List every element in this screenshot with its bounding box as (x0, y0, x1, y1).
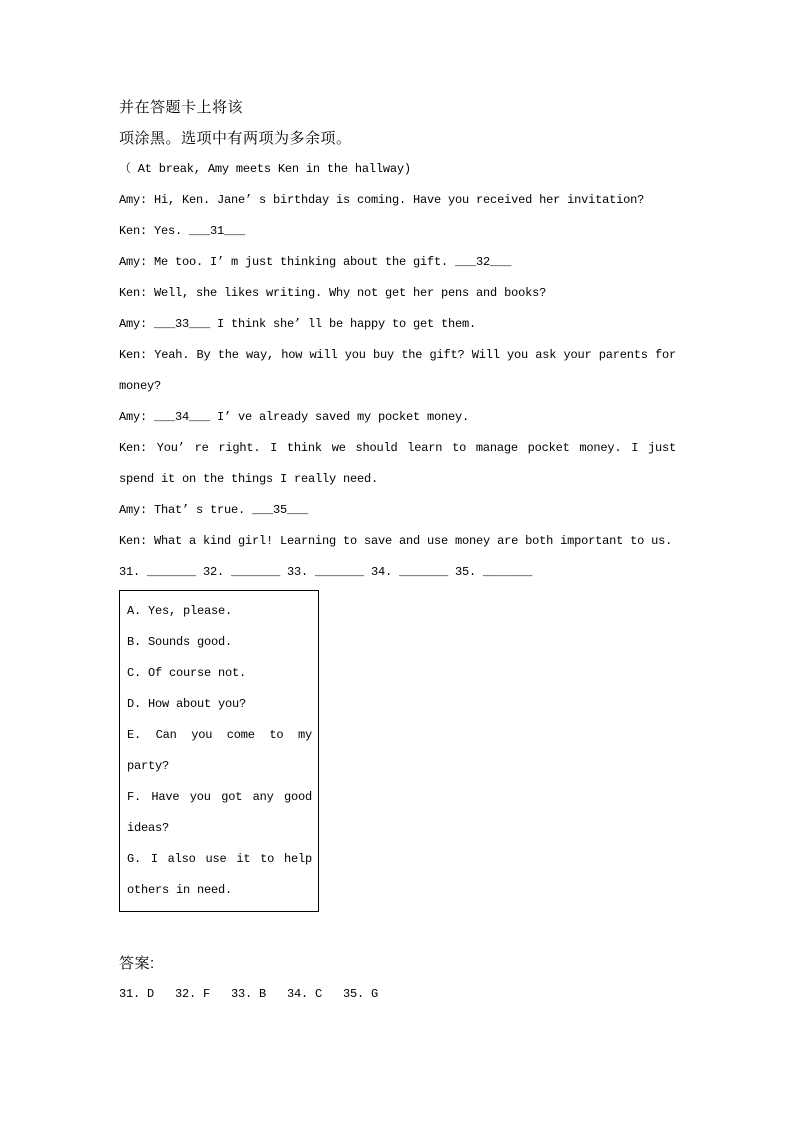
dialogue-line: Ken: Yes. ___31___ (119, 224, 246, 238)
dialogue-line: Amy: ___34___ I’ ve already saved my pocket money. (119, 410, 470, 424)
answers-line: 31. D 32. F 33. B 34. C 35. G (119, 987, 379, 1001)
option-item: G. I also use it to help others in need. (127, 852, 312, 897)
instruction-line-2: 项涂黑。选项中有两项为多余项。 (119, 130, 352, 147)
options-box (119, 590, 319, 912)
option-item: F. Have you got any good ideas? (127, 790, 312, 835)
numbered-blanks-line: 31. _______ 32. _______ 33. _______ 34. _______ 35. _______ (119, 565, 533, 579)
dialogue-line: Ken: You’ re right. I think we should learn to manage pocket money. I just spend it on the things I really need. (119, 441, 676, 486)
option-item: B. Sounds good. (127, 635, 233, 649)
dialogue-line: Amy: Hi, Ken. Jane’ s birthday is coming. Have you received her invitation? (119, 193, 645, 207)
dialogue-line: Ken: What a kind girl! Learning to save and use money are both important to us. (119, 534, 673, 548)
document-content (119, 92, 676, 1010)
dialogue-line: Amy: ___33___ I think she’ ll be happy to get them. (119, 317, 477, 331)
option-item: D. How about you? (127, 697, 247, 711)
option-item: E. Can you come to my party? (127, 728, 312, 773)
dialogue-line: Amy: That’ s true. ___35___ (119, 503, 309, 517)
dialogue-line: Amy: Me too. I’ m just thinking about the gift. ___32___ (119, 255, 512, 269)
answers-label: 答案: (119, 955, 155, 972)
dialogue-line: Ken: Yeah. By the way, how will you buy the gift? Will you ask your parents for money? (119, 348, 676, 393)
scene-setting-line: （ At break, Amy meets Ken in the hallway) (119, 162, 411, 176)
instruction-line-1: 并在答题卡上将该 (119, 99, 244, 116)
option-item: C. Of course not. (127, 666, 247, 680)
dialogue-line: Ken: Well, she likes writing. Why not get her pens and books? (119, 286, 547, 300)
option-item: A. Yes, please. (127, 604, 233, 618)
